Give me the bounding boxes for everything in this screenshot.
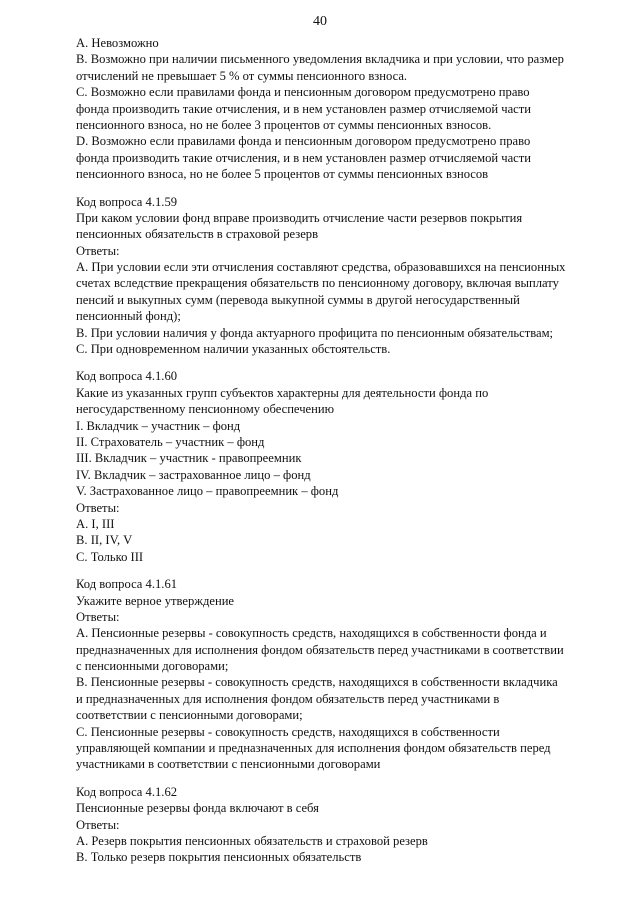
text-line: С. При одновременном наличии указанных обстоятельств. (76, 342, 391, 357)
text-line: А. При условии если эти отчисления составляют средства, образовавшихся на пенсионных (76, 260, 566, 275)
text-line: Пенсионные резервы фонда включают в себя (76, 801, 319, 816)
text-line: пенсий и выкупных сумм (перевода выкупной суммы в другой негосударственный (76, 292, 520, 307)
text-line: и предназначенных для исполнения фондом обязательств перед участниками в (76, 691, 500, 706)
page-content (76, 35, 586, 866)
question-block (76, 194, 586, 358)
text-line: В. Только резерв покрытия пенсионных обязательств (76, 850, 362, 865)
block-separator (76, 357, 586, 368)
text-line: соответствии с пенсионными договорами; (76, 708, 303, 723)
text-line: А. Невозможно (76, 36, 159, 50)
text-line: II. Страхователь – участник – фонд (76, 434, 265, 449)
text-line: Ответы: (76, 609, 120, 624)
text-line: Код вопроса 4.1.60 (76, 369, 178, 384)
text-line: управляющей компании и предназначенных для исполнения фондом обязательств перед (76, 741, 551, 756)
text-line: Код вопроса 4.1.61 (76, 577, 178, 592)
text-line: пенсионного взноса, но не более 3 процентов от суммы пенсионных взносов. (76, 117, 492, 132)
text-line: III. Вкладчик – участник - правопреемник (76, 451, 302, 466)
text-line: Какие из указанных групп субъектов характерны для деятельности фонда по (76, 385, 489, 400)
text-line: пенсионных обязательств в страховой резерв (76, 227, 319, 242)
text-line: С. Пенсионные резервы - совокупность средств, находящихся в собственности (76, 724, 500, 739)
text-line: При каком условии фонд вправе производить отчисление части резервов покрытия (76, 210, 523, 225)
text-line: В. II, IV, V (76, 533, 133, 548)
text-line: пенсионный фонд); (76, 309, 181, 324)
text-line: Ответы: (76, 500, 120, 515)
text-line: С. Возможно если правилами фонда и пенсионным договором предусмотрено право (76, 85, 530, 100)
text-line: Ответы: (76, 243, 120, 258)
question-block (76, 576, 586, 773)
page-number: 40 (313, 14, 327, 29)
text-line: участниками в соответствии с пенсионными договорами (76, 757, 381, 772)
text-line: А. Пенсионные резервы - совокупность средств, находящихся в собственности фонда и (76, 626, 547, 641)
text-line: Ответы: (76, 817, 120, 832)
text-line: счетах вследствие прекращения обязательств по пенсионному договору, включая выплату (76, 276, 559, 291)
text-line: пенсионного взноса, но не более 5 процентов от суммы пенсионных взносов (76, 167, 489, 182)
block-separator (76, 565, 586, 576)
question-block (76, 368, 586, 565)
question-block (76, 784, 586, 866)
text-line: С. Только III (76, 549, 144, 564)
text-line: предназначенных для исполнения фондом обязательств перед участниками в соответствии (76, 642, 564, 657)
text-line: фонда производить такие отчисления, и в нем установлен размер отчисляемой части (76, 150, 532, 165)
text-line: Код вопроса 4.1.62 (76, 784, 178, 799)
text-line: Код вопроса 4.1.59 (76, 194, 178, 209)
text-line: А. Резерв покрытия пенсионных обязательств и страховой резерв (76, 833, 428, 848)
text-line: с пенсионными договорами; (76, 659, 229, 674)
text-line: V. Застрахованное лицо – правопреемник – фонд (76, 484, 339, 499)
text-line: IV. Вкладчик – застрахованное лицо – фонд (76, 467, 311, 482)
text-line: фонда производить такие отчисления, и в нем установлен размер отчисляемой части (76, 101, 532, 116)
text-line: В. Пенсионные резервы - совокупность средств, находящихся в собственности вкладчика (76, 675, 558, 690)
answer-options-block (76, 35, 586, 183)
text-line: В. Возможно при наличии письменного уведомления вкладчика и при условии, что размер (76, 52, 564, 67)
text-line: негосударственному пенсионному обеспечению (76, 402, 335, 417)
text-line: В. При условии наличия у фонда актуарного профицита по пенсионным обязательствам; (76, 325, 554, 340)
text-line: D. Возможно если правилами фонда и пенсионным договором предусмотрено право (76, 134, 531, 149)
block-separator (76, 183, 586, 194)
text-line: А. I, III (76, 516, 115, 531)
block-separator (76, 773, 586, 784)
text-line: отчислений не превышает 5 % от суммы пенсионного взноса. (76, 68, 408, 83)
text-line: Укажите верное утверждение (76, 593, 235, 608)
text-line: I. Вкладчик – участник – фонд (76, 418, 241, 433)
